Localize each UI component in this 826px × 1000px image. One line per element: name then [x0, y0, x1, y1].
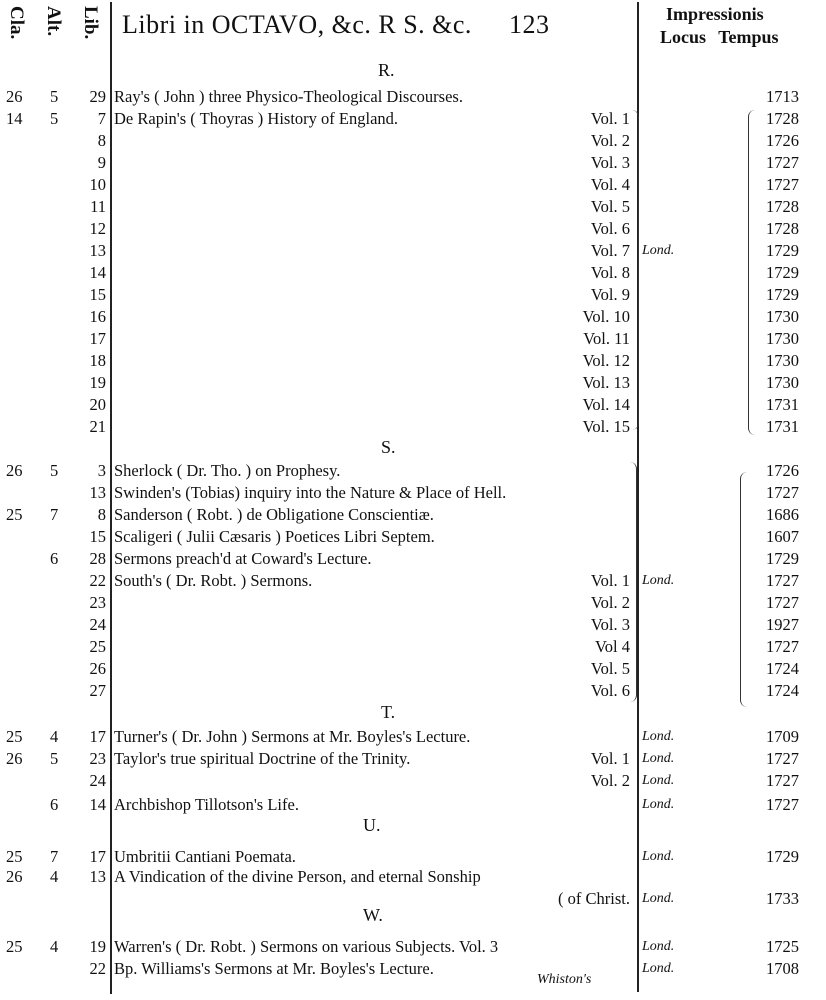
alt-cell: 5 [50, 461, 59, 480]
entry-cell: Bp. Williams's Sermons at Mr. Boyles's Lecture. [114, 959, 434, 978]
entry-cell: De Rapin's ( Thoyras ) History of England. [114, 109, 399, 128]
year-cell: 1727 [766, 637, 799, 656]
lib-cell: 19 [89, 373, 106, 392]
year-cell: 1727 [766, 483, 799, 502]
volume-cell: Vol. 1 [590, 109, 630, 128]
year-cell: 1726 [766, 131, 799, 150]
volume-cell: Vol. 3 [590, 615, 630, 634]
table-row [0, 350, 826, 372]
year-cell: 1729 [766, 549, 799, 568]
lib-cell: 9 [97, 153, 106, 172]
volume-cell: Vol 4 [595, 637, 630, 656]
lib-cell: 3 [97, 461, 106, 480]
volume-cell: Vol. 3 [590, 153, 630, 172]
table-row [0, 770, 826, 792]
year-cell: 1708 [766, 959, 799, 978]
entry-cell: Sermons preach'd at Coward's Lecture. [114, 549, 372, 568]
lib-cell: 10 [89, 175, 106, 194]
volume-cell: Vol. 13 [582, 373, 630, 392]
page-number: 123 [508, 10, 550, 39]
volume-cell: Vol. 6 [590, 681, 630, 700]
lib-cell: 18 [89, 351, 106, 370]
cla-cell: 25 [6, 937, 23, 956]
year-cell: 1727 [766, 749, 799, 768]
section-letter-w: W. [363, 905, 383, 925]
table-row [0, 372, 826, 394]
entry-cell: Swinden's (Tobias) inquiry into the Nature & Place of Hell. [114, 483, 507, 502]
year-cell: 1725 [766, 937, 799, 956]
table-row [0, 526, 826, 548]
table-row [0, 748, 826, 770]
lib-cell: 22 [89, 571, 106, 590]
section-letter-u: U. [363, 815, 381, 835]
locus-cell: Lond. [642, 961, 675, 976]
entry-cell: Archbishop Tillotson's Life. [114, 795, 299, 814]
lib-cell: 8 [97, 131, 106, 150]
lib-cell: 22 [89, 959, 106, 978]
lib-cell: 29 [89, 87, 106, 106]
year-cell: 1729 [766, 263, 799, 282]
table-row [0, 866, 826, 888]
year-cell: 1728 [766, 219, 799, 238]
table-row [0, 262, 826, 284]
cla-cell: 26 [6, 749, 23, 768]
lib-cell: 19 [89, 937, 106, 956]
locus-tempus-header [660, 27, 779, 48]
table-row [0, 504, 826, 526]
volume-cell: Vol. 14 [582, 395, 630, 414]
volume-cell: Vol. 2 [590, 131, 630, 150]
catchword: Whiston's [537, 972, 592, 987]
table-row [0, 482, 826, 504]
table-row [0, 196, 826, 218]
year-cell: 1686 [766, 505, 799, 524]
tempus-header: Tempus [718, 27, 779, 47]
lib-cell: 26 [89, 659, 106, 678]
entry-cell: Sanderson ( Robt. ) de Obligatione Conscientiæ. [114, 505, 434, 524]
table-row [0, 460, 826, 482]
year-cell: 1730 [766, 329, 799, 348]
year-cell: 1713 [766, 87, 799, 106]
lib-cell: 27 [89, 681, 106, 700]
alt-cell: 5 [50, 749, 59, 768]
locus-cell: Lond. [642, 573, 675, 588]
table-row [0, 218, 826, 240]
year-cell: 1729 [766, 847, 799, 866]
lib-cell: 21 [89, 417, 106, 436]
volume-cell: Vol. 15 [582, 417, 630, 436]
table-row [0, 240, 826, 262]
alt-cell: 7 [50, 847, 59, 866]
volume-cell: Vol. 2 [590, 593, 630, 612]
alt-cell: 6 [50, 795, 59, 814]
section-letter-r: R. [378, 60, 395, 80]
year-cell: 1729 [766, 241, 799, 260]
table-row [0, 794, 826, 816]
lib-cell: 17 [89, 847, 106, 866]
cla-cell: 26 [6, 87, 23, 106]
year-cell: 1724 [766, 659, 799, 678]
table-row [0, 888, 826, 910]
lib-cell: 24 [89, 771, 106, 790]
lib-cell: 23 [89, 749, 106, 768]
table-row [0, 328, 826, 350]
locus-cell: Lond. [642, 243, 675, 258]
cla-cell: 14 [6, 109, 23, 128]
cla-cell: 25 [6, 847, 23, 866]
entry-cell: Turner's ( Dr. John ) Sermons at Mr. Boyles's Lecture. [114, 727, 471, 746]
table-row [0, 86, 826, 108]
alt-cell: 5 [50, 109, 59, 128]
entry-cell: A Vindication of the divine Person, and eternal Sonship [114, 867, 481, 886]
year-cell: 1731 [766, 395, 799, 414]
year-cell: 1730 [766, 351, 799, 370]
volume-cell: Vol. 2 [590, 771, 630, 790]
lib-cell: 24 [89, 615, 106, 634]
lib-cell: 25 [89, 637, 106, 656]
lib-cell: 15 [89, 285, 106, 304]
table-row [0, 726, 826, 748]
col-header-cla: Cla. [6, 6, 27, 40]
locus-cell: Lond. [642, 751, 675, 766]
locus-cell: Lond. [642, 939, 675, 954]
year-cell: 1731 [766, 417, 799, 436]
entry-cell: Warren's ( Dr. Robt. ) Sermons on various Subjects. Vol. 3 [114, 937, 499, 956]
entry-cell: Umbritii Cantiani Poemata. [114, 847, 296, 866]
year-cell: 1729 [766, 285, 799, 304]
locus-header: Locus [660, 27, 707, 47]
volume-cell: Vol. 1 [590, 749, 630, 768]
year-cell: 1727 [766, 771, 799, 790]
table-row [0, 958, 826, 980]
alt-cell: 5 [50, 87, 59, 106]
volume-cell: Vol. 1 [590, 571, 630, 590]
table-row [0, 680, 826, 702]
col-header-alt: Alt. [43, 6, 64, 37]
entry-cell: South's ( Dr. Robt. ) Sermons. [114, 571, 313, 590]
page-title [122, 10, 549, 40]
table-row [0, 636, 826, 658]
year-cell: 1727 [766, 593, 799, 612]
lib-cell: 23 [89, 593, 106, 612]
volume-cell: Vol. 4 [590, 175, 630, 194]
cla-cell: 26 [6, 461, 23, 480]
table-row [0, 394, 826, 416]
year-cell: 1727 [766, 175, 799, 194]
volume-cell: Vol. 6 [590, 219, 630, 238]
section-letter-s: S. [381, 437, 396, 457]
cla-cell: 25 [6, 505, 23, 524]
table-row [0, 570, 826, 592]
alt-cell: 7 [50, 505, 59, 524]
table-row [0, 936, 826, 958]
lib-cell: 14 [89, 795, 106, 814]
year-cell: 1727 [766, 571, 799, 590]
lib-cell: 28 [89, 549, 106, 568]
entry-cell: Sherlock ( Dr. Tho. ) on Prophesy. [114, 461, 341, 480]
lib-cell: 8 [97, 505, 106, 524]
table-row [0, 284, 826, 306]
table-row [0, 306, 826, 328]
alt-cell: 4 [50, 937, 59, 956]
lib-cell: 13 [89, 483, 106, 502]
entry-cell: Taylor's true spiritual Doctrine of the Trinity. [114, 749, 411, 768]
table-row [0, 548, 826, 570]
year-cell: 1726 [766, 461, 799, 480]
table-row [0, 846, 826, 868]
table-row [0, 592, 826, 614]
alt-cell: 4 [50, 727, 59, 746]
year-cell: 1733 [766, 889, 799, 908]
table-row [0, 108, 826, 130]
cla-cell: 26 [6, 867, 23, 886]
volume-cell: Vol. 5 [590, 659, 630, 678]
year-cell: 1724 [766, 681, 799, 700]
volume-cell: Vol. 7 [590, 241, 630, 260]
entry-cell: Scaligeri ( Julii Cæsaris ) Poetices Libri Septem. [114, 527, 435, 546]
volume-cell: Vol. 9 [590, 285, 630, 304]
locus-cell: Lond. [642, 773, 675, 788]
table-row [0, 130, 826, 152]
lib-cell: 17 [89, 329, 106, 348]
table-row [0, 416, 826, 438]
year-cell: 1728 [766, 197, 799, 216]
locus-cell: Lond. [642, 797, 675, 812]
year-cell: 1927 [766, 615, 799, 634]
alt-cell: 6 [50, 549, 59, 568]
volume-cell: Vol. 11 [583, 329, 630, 348]
cla-cell: 25 [6, 727, 23, 746]
volume-cell: Vol. 8 [590, 263, 630, 282]
volume-cell: ( of Christ. [558, 889, 630, 908]
table-row [0, 174, 826, 196]
alt-cell: 4 [50, 867, 59, 886]
volume-cell: Vol. 10 [582, 307, 630, 326]
lib-cell: 13 [89, 241, 106, 260]
locus-cell: Lond. [642, 891, 675, 906]
col-header-lib: Lib. [80, 6, 101, 40]
year-cell: 1727 [766, 795, 799, 814]
locus-cell: Lond. [642, 729, 675, 744]
lib-cell: 16 [89, 307, 106, 326]
title-text: Libri in OCTAVO, &c. R S. &c. [122, 10, 472, 39]
lib-cell: 7 [97, 109, 106, 128]
section-letter-t: T. [381, 702, 396, 722]
lib-cell: 12 [89, 219, 106, 238]
table-row [0, 614, 826, 636]
year-cell: 1727 [766, 153, 799, 172]
lib-cell: 20 [89, 395, 106, 414]
table-row [0, 658, 826, 680]
year-cell: 1730 [766, 307, 799, 326]
locus-cell: Lond. [642, 849, 675, 864]
lib-cell: 14 [89, 263, 106, 282]
volume-cell: Vol. 5 [590, 197, 630, 216]
year-cell: 1607 [766, 527, 799, 546]
year-cell: 1728 [766, 109, 799, 128]
volume-cell: Vol. 12 [582, 351, 630, 370]
year-cell: 1730 [766, 373, 799, 392]
lib-cell: 13 [89, 867, 106, 886]
impressionis-header: Impressionis [666, 4, 764, 24]
lib-cell: 11 [90, 197, 106, 216]
lib-cell: 17 [89, 727, 106, 746]
year-cell: 1709 [766, 727, 799, 746]
lib-cell: 15 [89, 527, 106, 546]
table-row [0, 152, 826, 174]
entry-cell: Ray's ( John ) three Physico-Theological Discourses. [114, 87, 463, 106]
